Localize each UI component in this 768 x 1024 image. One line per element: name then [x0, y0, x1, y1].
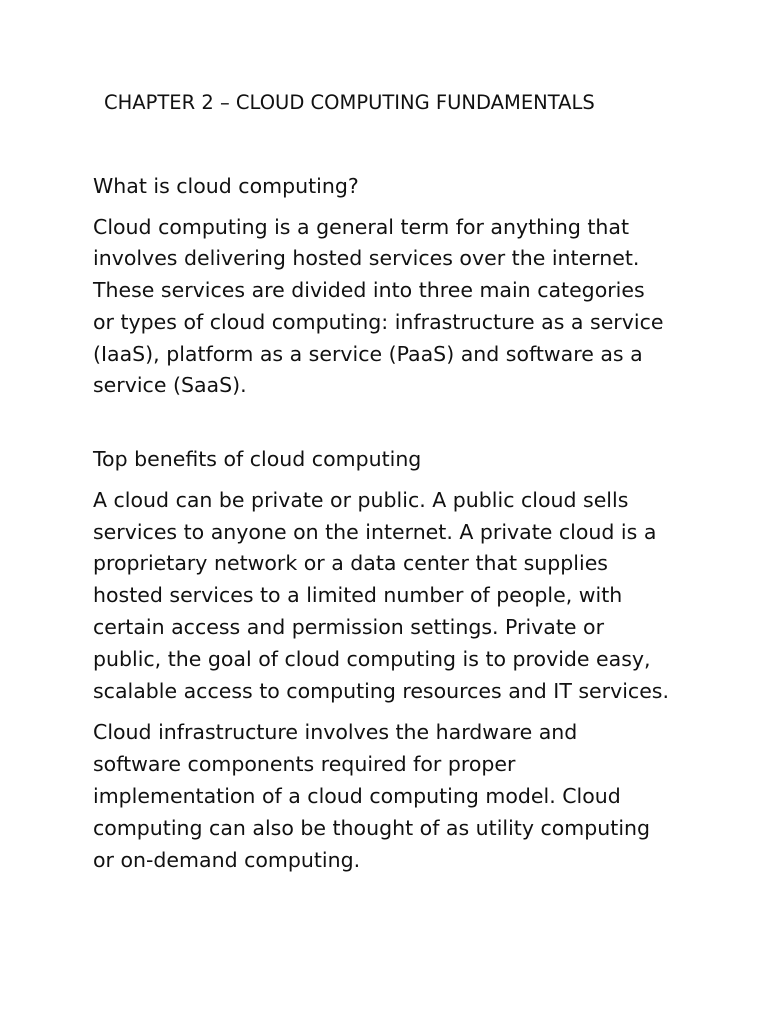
paragraph-definition — [93, 212, 693, 403]
text-line: A cloud can be private or public. A public cloud sells — [93, 487, 629, 512]
text-line: These services are divided into three main categories — [93, 278, 645, 303]
text-line: or on-demand computing. — [93, 847, 361, 872]
text-line: involves delivering hosted services over the internet. — [93, 246, 640, 271]
text-line: services to anyone on the internet. A private cloud is a — [93, 519, 657, 544]
text-line: (IaaS), platform as a service (PaaS) and software as a — [93, 341, 643, 366]
chapter-title: CHAPTER 2 – CLOUD COMPUTING FUNDAMENTALS — [104, 91, 595, 114]
text-line: scalable access to computing resources and IT services. — [93, 678, 670, 703]
text-line: public, the goal of cloud computing is to provide easy, — [93, 646, 651, 671]
section-heading-what-is-cloud-computing: What is cloud computing? — [93, 174, 359, 198]
text-line: implementation of a cloud computing model. Cloud — [93, 783, 621, 808]
section-heading-top-benefits: Top benefits of cloud computing — [93, 447, 422, 472]
text-line: Cloud infrastructure involves the hardware and — [93, 720, 578, 745]
text-line: service (SaaS). — [93, 373, 247, 398]
text-line: Cloud computing is a general term for anything that — [93, 214, 629, 239]
text-line: hosted services to a limited number of people, with — [93, 583, 623, 608]
paragraph-infrastructure — [93, 717, 693, 876]
text-line: or types of cloud computing: infrastructure as a service — [93, 309, 664, 334]
document-body — [93, 171, 693, 876]
text-line: software components required for proper — [93, 752, 516, 777]
text-line: computing can also be thought of as utility computing — [93, 815, 651, 840]
text-line: certain access and permission settings. Private or — [93, 614, 604, 639]
text-line: proprietary network or a data center that supplies — [93, 551, 608, 576]
paragraph-private-public — [93, 485, 693, 708]
